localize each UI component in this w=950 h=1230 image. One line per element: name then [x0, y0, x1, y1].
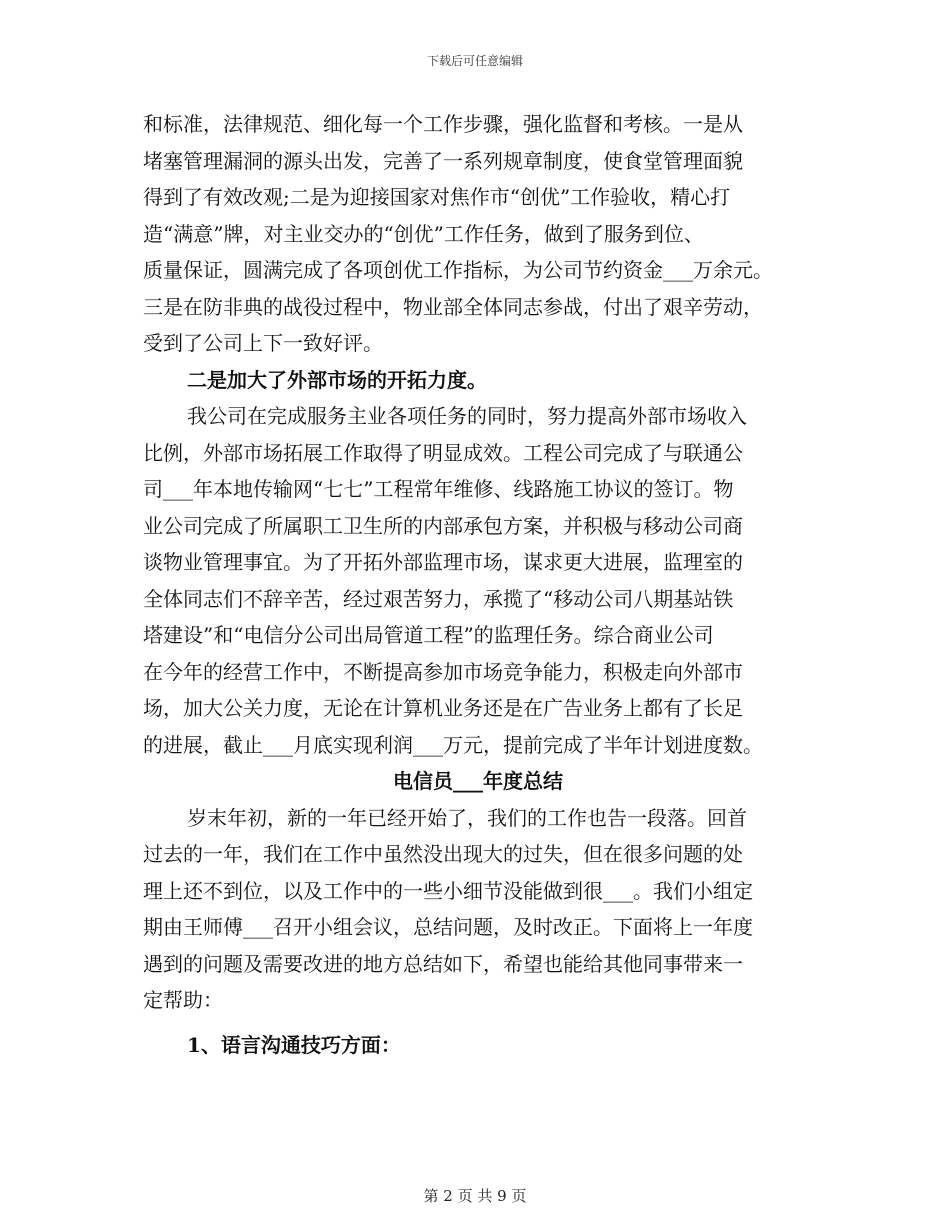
- body-line: 和标准，法律规范、细化每一个工作步骤，强化监督和考核。一是从: [143, 112, 743, 136]
- body-line: 得到了有效改观;二是为迎接国家对焦作市“创优”工作验收，精心打: [143, 185, 731, 209]
- body-line: 三是在防非典的战役过程中，物业部全体同志参战，付出了艰辛劳动，: [143, 294, 763, 319]
- paragraph-line: 场，加大公关力度，无论在计算机业务还是在广告业务上都有了长足: [143, 696, 743, 720]
- document-title: 电信员___年度总结: [393, 769, 563, 793]
- paragraph-line: 业公司完成了所属职工卫生所的内部承包方案，并积极与移动公司商: [143, 513, 743, 538]
- spacer: [143, 1019, 813, 1027]
- paragraph-line: 我公司在完成服务主业各项任务的同时，努力提高外部市场收入: [187, 404, 747, 428]
- body-line: 堵塞管理漏洞的源头出发，完善了一系列规章制度，使食堂管理面貌: [143, 148, 743, 173]
- paragraph-line: 理上还不到位，以及工作中的一些小细节没能做到很___。我们小组定: [143, 878, 753, 903]
- body-line: 受到了公司上下一致好评。: [143, 331, 383, 355]
- document-body: [143, 106, 813, 1063]
- paragraph-line: 岁末年初，新的一年已经开始了，我们的工作也告一段落。回首: [187, 805, 747, 830]
- page-header: 下载后可任意编辑: [426, 54, 523, 68]
- body-line: 造“满意”牌，对主业交办的“创优”工作任务，做到了服务到位、: [143, 221, 704, 246]
- page-footer: 第 2 页 共 9 页: [423, 1187, 527, 1205]
- section-heading: 二是加大了外部市场的开拓力度。: [187, 367, 487, 392]
- body-line: 质量保证，圆满完成了各项创优工作指标，为公司节约资金___万余元。: [143, 258, 773, 282]
- paragraph-line: 全体同志们不辞辛苦，经过艰苦努力，承揽了“移动公司八期基站铁: [143, 586, 734, 611]
- paragraph-line: 过去的一年，我们在工作中虽然没出现大的过失，但在很多问题的处: [143, 842, 743, 866]
- section-heading: 1、语言沟通技巧方面：: [187, 1032, 401, 1057]
- paragraph-line: 遇到的问题及需要改进的地方总结如下，希望也能给其他同事带来一: [143, 951, 743, 976]
- paragraph-line: 期由王师傅___召开小组会议，总结问题，及时改正。下面将上一年度: [143, 915, 753, 939]
- paragraph-line: 谈物业管理事宜。为了开拓外部监理市场，谋求更大进展，监理室的: [143, 550, 743, 574]
- paragraph-line: 定帮助：: [143, 988, 223, 1012]
- paragraph-line: 司___年本地传输网“七七”工程常年维修、线路施工协议的签订。物: [143, 477, 734, 501]
- paragraph-line: 的进展，截止___月底实现利润___万元，提前完成了半年计划进度数。: [143, 732, 763, 757]
- paragraph-line: 在今年的经营工作中，不断提高参加市场竞争能力，积极走向外部市: [143, 659, 743, 684]
- paragraph-line: 比例，外部市场拓展工作取得了明显成效。工程公司完成了与联通公: [143, 440, 743, 465]
- paragraph-line: 塔建设”和“电信分公司出局管道工程”的监理任务。综合商业公司: [143, 623, 714, 647]
